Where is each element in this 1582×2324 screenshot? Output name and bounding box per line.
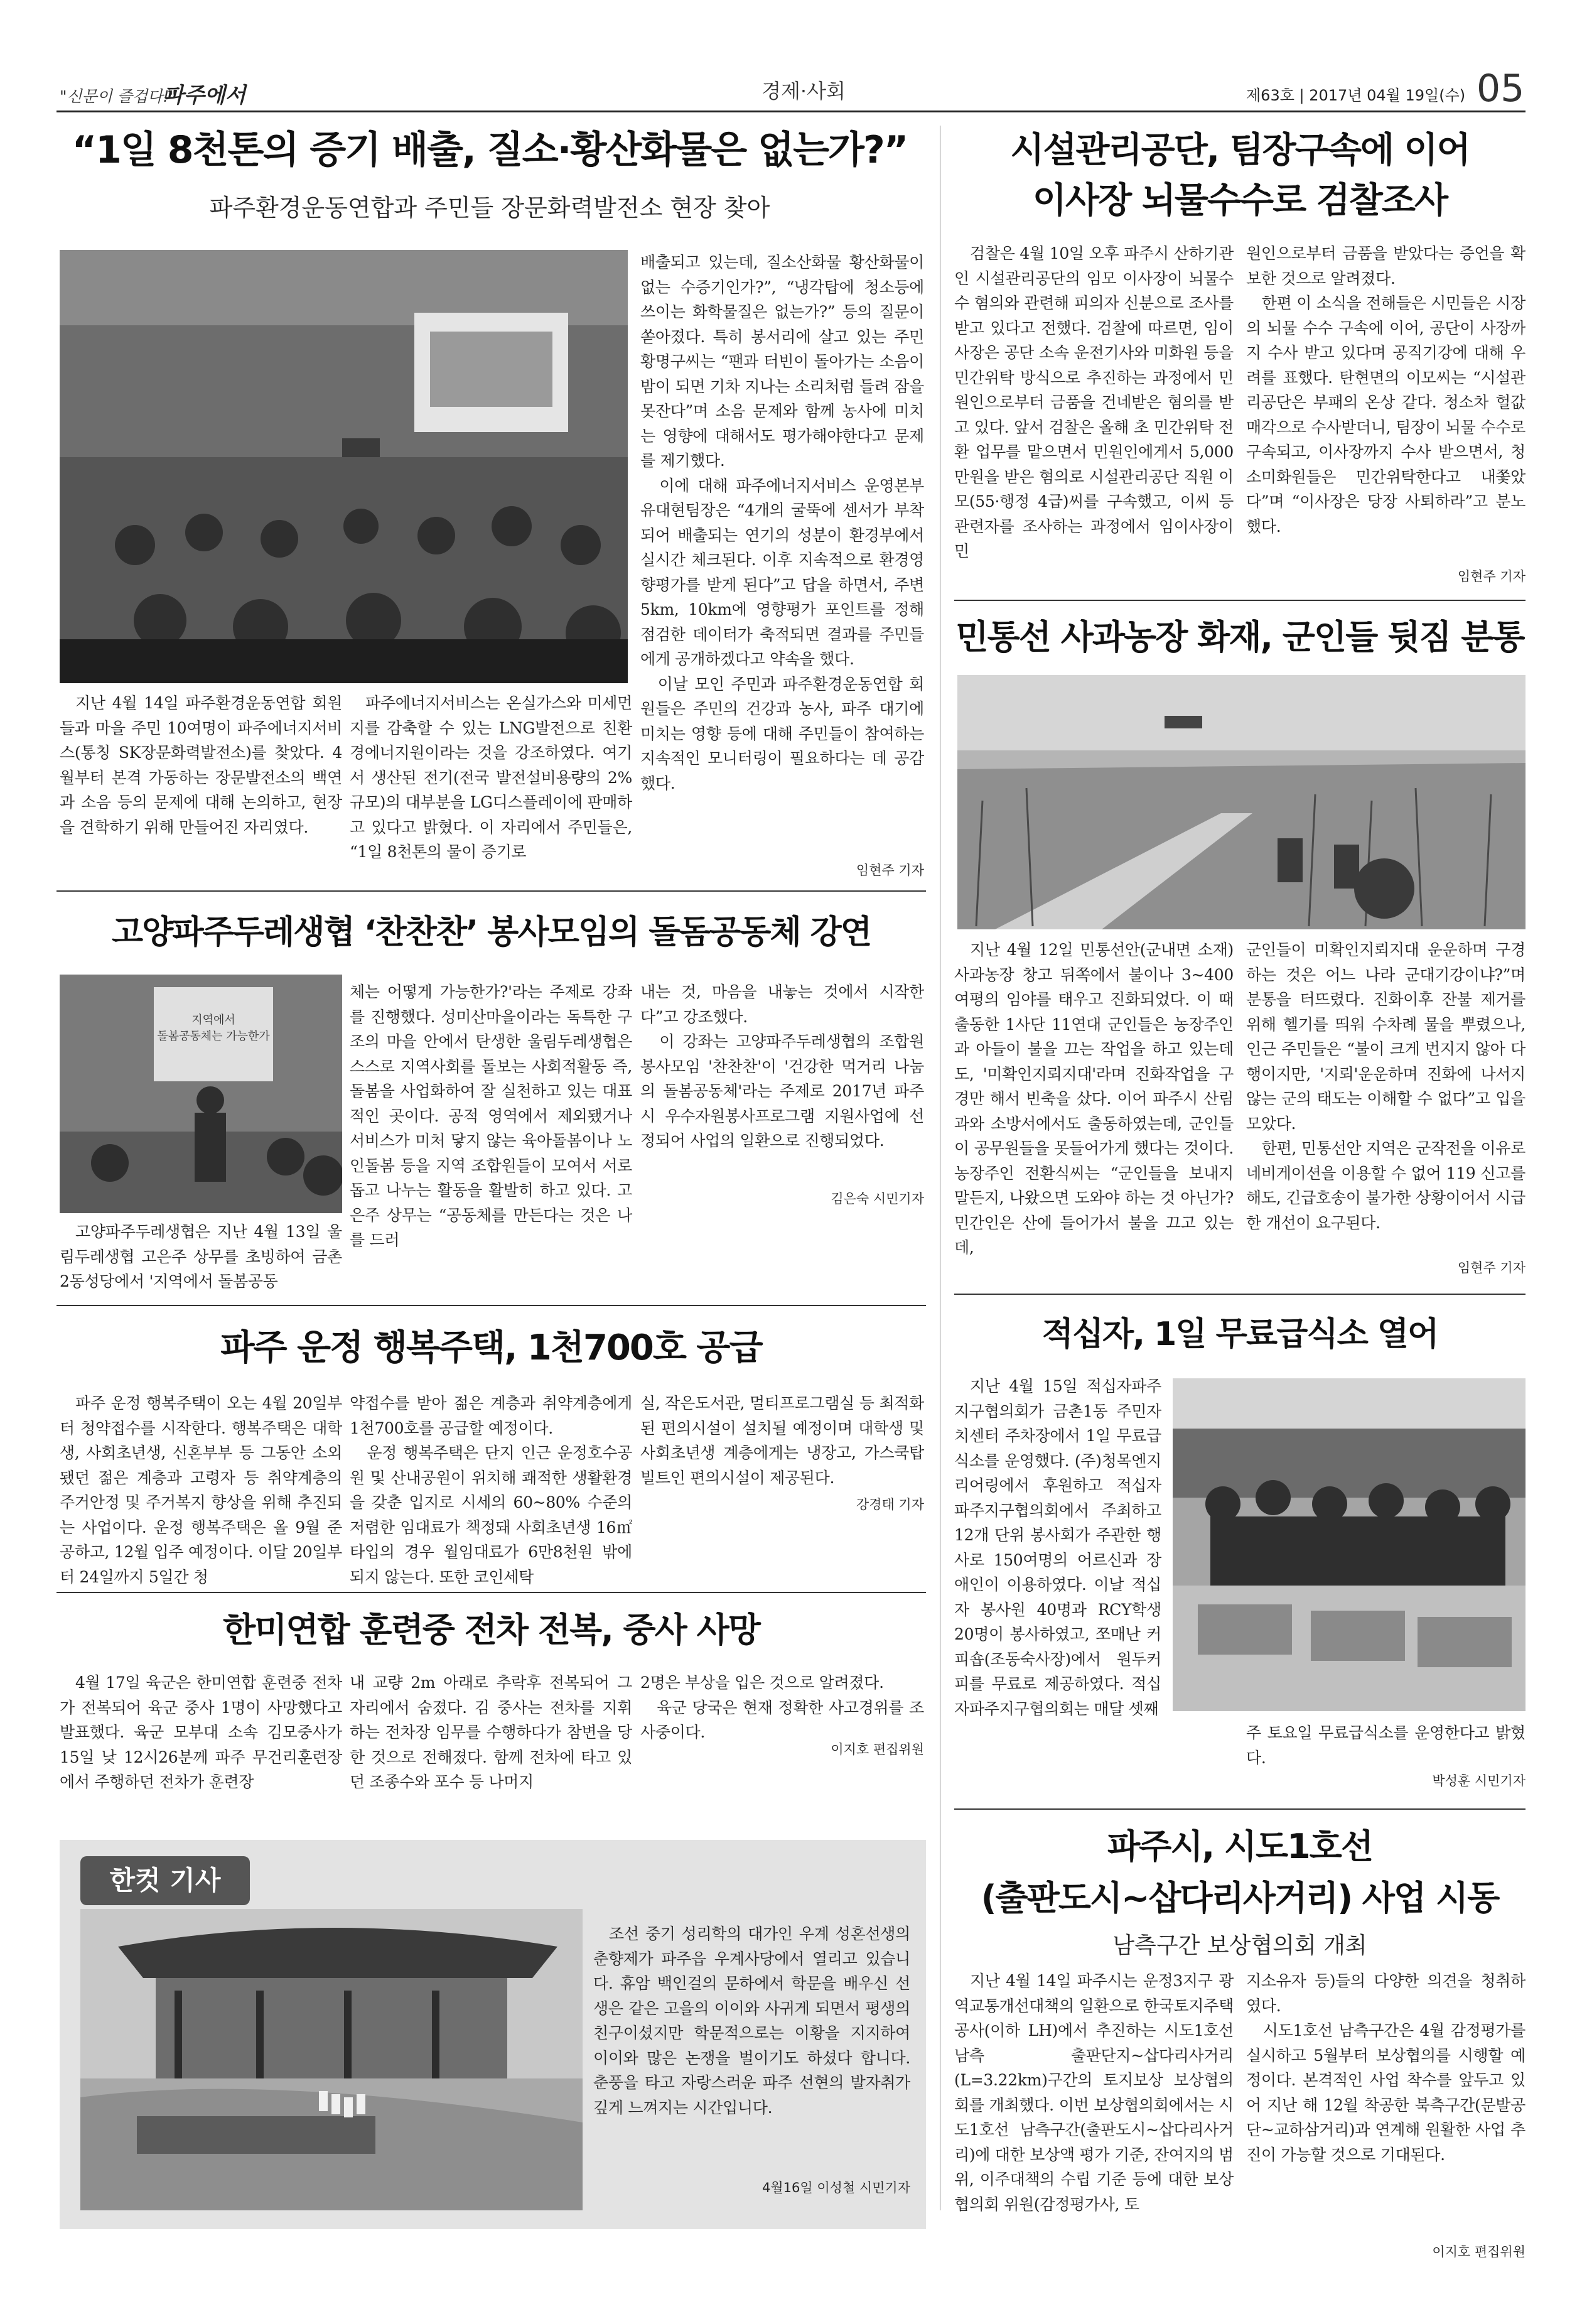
masthead-rule xyxy=(56,111,1526,112)
a1-byline: 임현주 기자 xyxy=(856,863,924,878)
a7-col3: 2명은 부상을 입은 것으로 알려졌다. 육군 당국은 현재 정확한 사고경위를 조사중이다. xyxy=(640,1673,924,1741)
a8-col1: 지난 4월 14일 파주시는 운정3지구 광역교통개선대책의 일환으로 한국토지주택공사(이하 LH)에서 추진하는 시도1호선 남측 출판단지~삽다리사거리(L=3.22km)구간의 토지보상 보상협의회를 개최했다. 이번 보상협의회에서는 시도1호선 남측구간(출판도시~삽다리사거리)에 대한 보상액 평가 기준, 잔여지의 범위, 이주대책의 수립 기준 등에 대한 보상협의회 위원(감정평가사, 토 xyxy=(954,1972,1234,2213)
section-label: 경제·사회 xyxy=(761,79,846,103)
a1-col1: 지난 4월 14일 파주환경운동연합 회원들과 마을 주민 10여명이 파주에너지서비스(통칭 SK장문화력발전소)를 찾았다. 4월부터 본격 가동하는 장문발전소의 백연과 소음 등의 문제에 대해 논의하고, 현장을 견학하기 위해 만들어진 자리였다. xyxy=(60,694,342,836)
issue-date: 제63호 | 2017년 04월 19일(수) xyxy=(1246,87,1466,104)
a5-bottom-rule xyxy=(954,1808,1526,1810)
a5-byline: 박성훈 시민기자 xyxy=(1432,1773,1526,1788)
a7-headline: 한미연합 훈련중 전차 전복, 중사 사망 xyxy=(223,1610,760,1650)
a5-col2: 주 토요일 무료급식소를 운영한다고 밝혔다. xyxy=(1246,1724,1526,1767)
a4-byline: 김은숙 시민기자 xyxy=(831,1191,924,1206)
a4-col3: 내는 것, 마음을 내놓는 것에서 시작한다”고 강조했다. 이 강좌는 고양파주두레생협의 조합원 봉사모임 '찬찬찬'이 '건강한 먹거리 나눔의 돌봄공동체'라는 주제로 2017년 파주시 우수자원봉사프로그램 지원사업에 선정되어 사업의 일환으로 진행되었다. xyxy=(640,983,924,1150)
a2-col1: 검찰은 4월 10일 오후 파주시 산하기관인 시설관리공단의 임모 이사장이 뇌물수수 혐의와 관련해 피의자 신분으로 조사를 받고 있다고 전했다. 검찰에 따르면, 임이사장은 공단 소속 운전기사와 미화원 등을 민간위탁 방식으로 추진하는 과정에서 민원인으로부터 금품을 건네받은 혐의를 받고 있다. 앞서 검찰은 올해 초 민간위탁 전환 업무를 맡으면서 민원인에게서 5,000만원을 받은 혐의로 시설관리공단 직원 이모(55·행정 4급)씨를 구속했고, 이씨 등 관련자를 조사하는 과정에서 임이사장이 민 xyxy=(954,244,1234,560)
a6-col1: 파주 운정 행복주택이 오는 4월 20일부터 청약접수를 시작한다. 행복주택은 대학생, 사회초년생, 신혼부부 등 그동안 소외됐던 젊은 계층과 고령자 등 취약계층의 주거안정 및 주거복지 향상을 위해 추진되는 사업이다. 운정 행복주택은 올 9월 준공하고, 12월 입주 예정이다. 이달 20일부터 24일까지 5일간 청 xyxy=(60,1394,342,1586)
a8-headline: 파주시, 시도1호선 (출판도시~삽다리사거리) 사업 시동 xyxy=(981,1827,1499,1918)
a4-caption: 고양파주두레생협은 지난 4월 13일 울림두레생협 고은주 상무를 초빙하여 금촌2동성당에서 '지역에서 돌봄공동 xyxy=(60,1223,342,1290)
a4-slide-text: 지역에서 돌봄공동체는 가능한가 xyxy=(157,1013,270,1043)
a9-text: 조선 중기 성리학의 대가인 우계 성혼선생의 춘향제가 파주읍 우계사당에서 열리고 있습니다. 휴암 백인걸의 문하에서 학문을 배우신 선생은 같은 고을의 이이와 사귀게 되면서 평생의 친구이셨지만 학문적으로는 이황을 지지하여 이이와 많은 논쟁을 벌이기도 하셨다 합니다. 춘풍을 타고 자랑스러운 파주 선현의 발자취가 깊게 느껴지는 시간입니다. xyxy=(593,1925,910,2117)
a3-bottom-rule xyxy=(954,1294,1526,1295)
a6-headline: 파주 운정 행복주택, 1천700호 공급 xyxy=(220,1327,762,1368)
a1-headline: “1일 8천톤의 증기 배출, 질소·황산화물은 없는가?” xyxy=(72,128,908,172)
photo-feature-label: 한컷 기사 xyxy=(80,1856,250,1905)
a9-byline: 4월16일 이성철 시민기자 xyxy=(761,2180,910,2195)
a2-col2: 원인으로부터 금품을 받았다는 증언을 확보한 것으로 알려졌다. 한편 이 소식을 전해들은 시민들은 시장의 뇌물 수수 구속에 이어, 공단이 사장까지 수사 받고 있다며 공직기강에 대해 우려를 표했다. 탄현면의 이모씨는 “시설관리공단은 부패의 온상 같다. 청소차 헐값매각으로 수사받더니, 팀장이 뇌물 수수로 구속되고, 이사장까지 수사 받으면서, 청소미화원들은 민간위탁한다고 내쫓았다”며 “이사장은 당장 사퇴하라”고 분노했다. xyxy=(1246,244,1526,536)
masthead-slogan: "신문이 즐겁다!" xyxy=(60,87,176,105)
a2-byline: 임현주 기자 xyxy=(1457,569,1526,584)
a4-bottom-rule xyxy=(56,1305,926,1306)
a7-byline: 이지호 편집위원 xyxy=(831,1742,924,1757)
a2-bottom-rule xyxy=(954,600,1526,601)
a5-photo xyxy=(1173,1378,1526,1711)
a9-photo xyxy=(80,1909,583,2210)
a8-col2: 지소유자 등)들의 다양한 의견을 청취하였다. 시도1호선 남측구간은 4월 감정평가를 실시하고 5월부터 보상협의를 시행할 예정이다. 본격적인 사업 착수를 앞두고 있어 지난 해 12월 착공한 북측구간(문발공단~교하삼거리)과 연계해 원활한 사업 추진이 가능할 것으로 기대된다. xyxy=(1246,1972,1526,2164)
a3-photo xyxy=(957,675,1526,929)
a1-col2: 파주에너지서비스는 온실가스와 미세먼지를 감축할 수 있는 LNG발전으로 친환경에너지원이라는 것을 강조하였다. 여기서 생산된 전기(전국 발전설비용량의 2%규모)의 대부분을 LG디스플레이에 판매하고 있다고 밝혔다. 이 자리에서 주민들은, “1일 8천톤의 물이 증기로 xyxy=(350,694,632,861)
a4-col2: 체는 어떻게 가능한가?'라는 주제로 강좌를 진행했다. 성미산마을이라는 독특한 구조의 마을 안에서 탄생한 울림두레생협은 스스로 지역사회를 돌보는 사회적활동 즉, 돌봄을 사업화하여 잘 실천하고 있는 대표적인 곳이다. 공적 영역에서 제외됐거나 서비스가 미처 닿지 않는 육아돌봄이나 노인돌봄 등을 지역 조합원들이 모여서 서로 돕고 나누는 활동을 활발히 하고 있다. 고은주 상무는 “공동체를 만든다는 것은 나를 드러 xyxy=(350,983,632,1249)
a7-col1: 4월 17일 육군은 한미연합 훈련중 전차가 전복되어 육군 중사 1명이 사망했다고 발표했다. 육군 모부대 소속 김모중사가 15일 낮 12시26분께 파주 무건리훈련장에서 주행하던 전차가 훈련장 xyxy=(60,1673,342,1791)
a6-col3: 실, 작은도서관, 멀티프로그램실 등 최적화된 편의시설이 설치될 예정이며 대학생 및 사회초년생 계층에게는 냉장고, 가스쿡탑 빌트인 편의시설이 제공된다. xyxy=(640,1394,924,1487)
a3-col1: 지난 4월 12일 민통선안(군내면 소재) 사과농장 창고 뒤쪽에서 불이나 3~400여평의 임야를 태우고 진화되었다. 이 때 출동한 1사단 11연대 군인들은 농장주인과 아들이 불을 끄는 작업을 하고 있는데도, '미확인지뢰지대'라며 진화작업을 구경만 해서 빈축을 샀다. 이어 파주시 산림과와 소방서에서도 출동하였는데, 군인들이 공무원들을 못들어가게 했다는 것이다. 농장주인 전환식씨는 “군인들을 보내지 말든지, 나왔으면 도와야 하는 것 아닌가? 민간인은 산에 들어가서 불을 끄고 있는데, xyxy=(954,941,1234,1257)
a3-headline: 민통선 사과농장 화재, 군인들 뒷짐 분통 xyxy=(955,617,1524,657)
a1-subtitle: 파주환경운동연합과 주민들 장문화력발전소 현장 찾아 xyxy=(209,194,770,222)
masthead-logo: 파주에서 xyxy=(163,83,246,108)
a1-photo xyxy=(60,250,628,683)
a3-col2: 군인들이 미확인지뢰지대 운운하며 구경하는 것은 어느 나라 군대기강이냐?”며 분통을 터뜨렸다. 진화이후 잔불 제거를 위해 헬기를 띄워 수차례 물을 뿌렸으나, 인근 주민들은 “불이 크게 번지지 않아 다행이지만, '지뢰'운운하며 진화에 나서지 않는 군의 태도는 이해할 수 없다”고 입을 모았다. 한편, 민통선안 지역은 군작전을 이유로 네비게이션을 이용할 수 없어 119 신고를 해도, 긴급호송이 불가한 상황이어서 시급한 개선이 요구된다. xyxy=(1246,941,1526,1232)
a8-subtitle: 남측구간 보상협의회 개최 xyxy=(1112,1933,1367,1959)
a5-headline: 적십자, 1일 무료급식소 열어 xyxy=(1041,1316,1438,1353)
a2-headline: 시설관리공단, 팀장구속에 이어 이사장 뇌물수수로 검찰조사 xyxy=(1010,130,1470,221)
a1-bottom-rule xyxy=(56,890,926,892)
a4-headline: 고양파주두레생협 ‘찬찬찬’ 봉사모임의 돌돔공동체 강연 xyxy=(111,914,871,951)
a6-bottom-rule xyxy=(56,1592,926,1593)
a5-col1: 지난 4월 15일 적십자파주지구협의회가 금촌1동 주민자치센터 주차장에서 1일 무료급식소를 운영했다. (주)청목엔지리어링에서 후원하고 적십자 파주지구협의회에서 주최하고 12개 단위 봉사회가 주관한 행사로 150여명의 어르신과 장애인이 이용하였다. 이날 적십자 봉사원 40명과 RCY학생 20명이 봉사하였고, 쪼매난 커피숍(조동숙사장)에서 원두커피를 무료로 제공하였다. 적십자파주지구협의회는 매달 셋째 xyxy=(954,1377,1161,1718)
a3-byline: 임현주 기자 xyxy=(1457,1260,1526,1275)
a1-col3: 배출되고 있는데, 질소산화물 황산화물이 없는 수증기인가?”, “냉각탑에 청소등에 쓰이는 화학물질은 없는가?” 등의 질문이 쏟아졌다. 특히 봉서리에 살고 있는 주민 황명구씨는 “팬과 터빈이 돌아가는 소음이 밤이 되면 기차 지나는 소리처럼 들려 잠을 못잔다”며 소음 문제와 함께 농사에 미치는 영향에 대해서도 평가해야한다고 문제를 제기했다. 이에 대해 파주에너지서비스 운영본부 유대현팀장은 “4개의 굴뚝에 센서가 부착되어 배출되는 연기의 성분이 환경부에서 실시간 체크된다. 이후 지속적으로 환경영향평가를 받게 된다”고 답을 하면서, 주변 5km, 10km에 영향평가 포인트를 정해 점검한 데이터가 축적되면 결과를 주민들에게 공개하겠다고 약속을 했다. 이날 모인 주민과 파주환경운동연합 회원들은 주민의 건강과 농사, 파주 대기에 미치는 영향 등에 대해 주민들이 참여하는 지속적인 모니터링이 필요하다는 데 공감했다. xyxy=(640,253,924,792)
a7-col2: 내 교량 2m 아래로 추락후 전복되어 그 자리에서 숨졌다. 김 중사는 전차를 지휘하는 전차장 임무를 수행하다가 참변을 당한 것으로 전해졌다. 함께 전차에 타고 있던 조종수와 포수 등 나머지 xyxy=(350,1673,632,1791)
page-number: 05 xyxy=(1477,67,1525,111)
a6-byline: 강경태 기자 xyxy=(856,1497,924,1512)
a6-col2: 약접수를 받아 젊은 계층과 취약계층에게 1천700호를 공급할 예정이다. 운정 행복주택은 단지 인근 운정호수공원 및 산내공원이 위치해 쾌적한 생활환경을 갖춘 입지로 시세의 60~80% 수준의 저렴한 임대료가 책정돼 사회초년생 16㎡타입의 경우 월임대료가 6만8천원 밖에 되지 않는다. 또한 코인세탁 xyxy=(350,1394,632,1586)
a4-photo xyxy=(60,975,342,1213)
a8-byline: 이지호 편집위원 xyxy=(1432,2244,1526,2259)
